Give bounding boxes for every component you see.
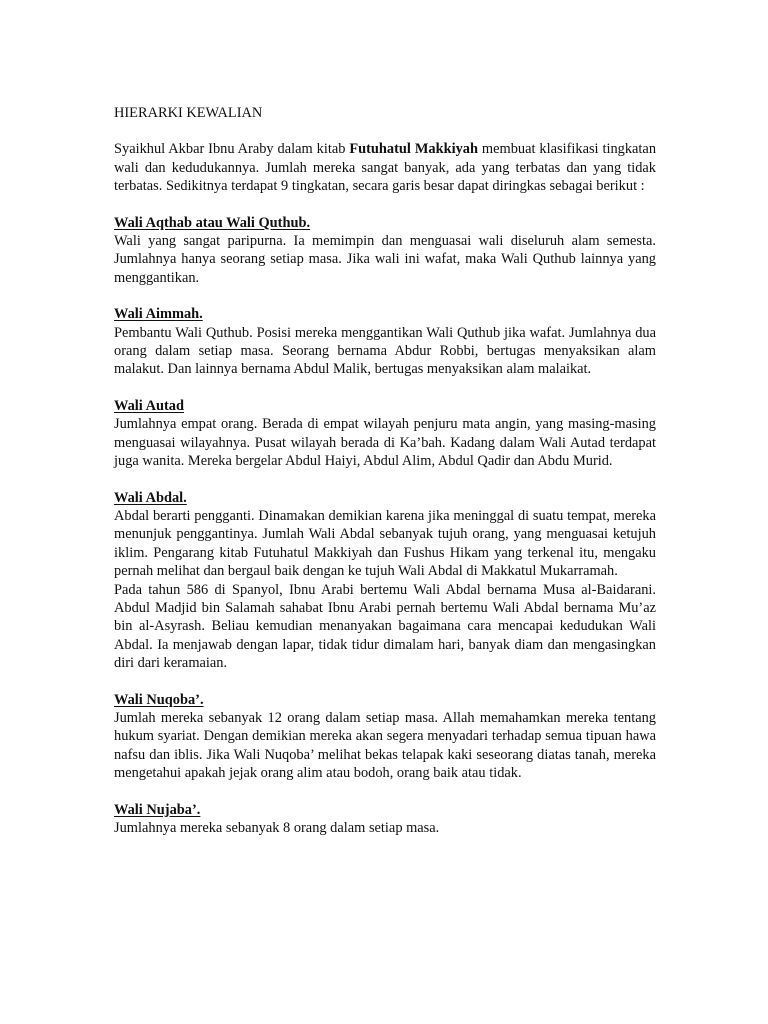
section-heading: Wali Aimmah. [114, 306, 203, 323]
intro-text-after: membuat klasifikasi tingkatan wali dan kedudukannya. Jumlah mereka sangat banyak, ada yang terbatas dan yang tidak terbatas. Sedikitnya terdapat 9 tingkatan, secara garis besar dapat diringkas sebagai berikut : [114, 141, 657, 195]
section-wali-abdal [114, 489, 656, 673]
section-paragraph: Abdal berarti pengganti. Dinamakan demikian karena jika meninggal di suatu tempat, mereka menunjuk penggantinya. Jumlah Wali Abdal sebanyak tujuh orang, yang menguasai ketujuh iklim. Pengarang kitab Futuhatul Makkiyah dan Fushus Hikam yang terkenal itu, mengaku pernah melihat dan bergaul baik dengan ke tujuh Wali Abdal di Makkatul Mukarramah. [114, 507, 656, 580]
intro-book-title: Futuhatul Makkiyah [349, 141, 479, 158]
section-paragraph: Jumlahnya empat orang. Berada di empat wilayah penjuru mata angin, yang masing-masing menguasai wilayahnya. Pusat wilayah berada di Ka’bah. Kadang dalam Wali Autad terdapat juga wanita. Mereka bergelar Abdul Haiyi, Abdul Alim, Abdul Qadir dan Abdu Murid. [114, 416, 656, 470]
section-paragraph: Pembantu Wali Quthub. Posisi mereka menggantikan Wali Quthub jika wafat. Jumlahnya dua orang dalam setiap masa. Seorang bernama Abdur Robbi, bertugas menyaksikan alam malakut. Dan lainnya bernama Abdul Malik, bertugas menyaksikan alam malaikat. [114, 324, 656, 378]
section-paragraph: Jumlahnya mereka sebanyak 8 orang dalam setiap masa. [114, 820, 440, 836]
document-page [114, 104, 656, 837]
section-wali-aimmah [114, 305, 656, 379]
intro-text-before: Syaikhul Akbar Ibnu Araby dalam kitab [114, 141, 350, 158]
document-title: HIERARKI KEWALIAN [114, 105, 263, 121]
section-paragraph: Jumlah mereka sebanyak 12 orang dalam setiap masa. Allah memahamkan mereka tentang hukum syariat. Dengan demikian mereka akan segera menyadari terhadap semua tipuan hawa nafsu dan iblis. Jika Wali Nuqoba’ melihat bekas telapak kaki seseorang diatas tanah, mereka mengetahui apakah jejak orang alim atau bodoh, orang baik atau tidak. [114, 709, 656, 782]
section-wali-nuqoba [114, 691, 656, 783]
section-heading: Wali Autad [114, 397, 184, 414]
section-heading: Wali Abdal. [114, 489, 187, 506]
section-heading: Wali Nujaba’. [114, 801, 201, 818]
section-wali-nujaba [114, 801, 656, 838]
section-heading: Wali Aqthab atau Wali Quthub. [114, 214, 311, 231]
section-wali-autad [114, 397, 656, 471]
section-paragraph: Pada tahun 586 di Spanyol, Ibnu Arabi bertemu Wali Abdal bernama Musa al-Baidarani. Abdul Madjid bin Salamah sahabat Ibnu Arabi pernah bertemu Wali Abdal bernama Mu’az bin al-Asyrash. Beliau kemudian menanyakan bagaimana cara mencapai kedudukan Wali Abdal. Ia menjawab dengan lapar, tidak tidur dimalam hari, banyak diam dan mengasingkan diri dari keramaian. [114, 581, 656, 672]
section-heading: Wali Nuqoba’. [114, 691, 204, 708]
section-wali-quthub [114, 214, 656, 288]
intro-paragraph [114, 140, 656, 195]
section-paragraph: Wali yang sangat paripurna. Ia memimpin dan menguasai wali diseluruh alam semesta. Jumlahnya hanya seorang setiap masa. Jika wali ini wafat, maka Wali Quthub lainnya yang menggantikan. [114, 233, 656, 286]
